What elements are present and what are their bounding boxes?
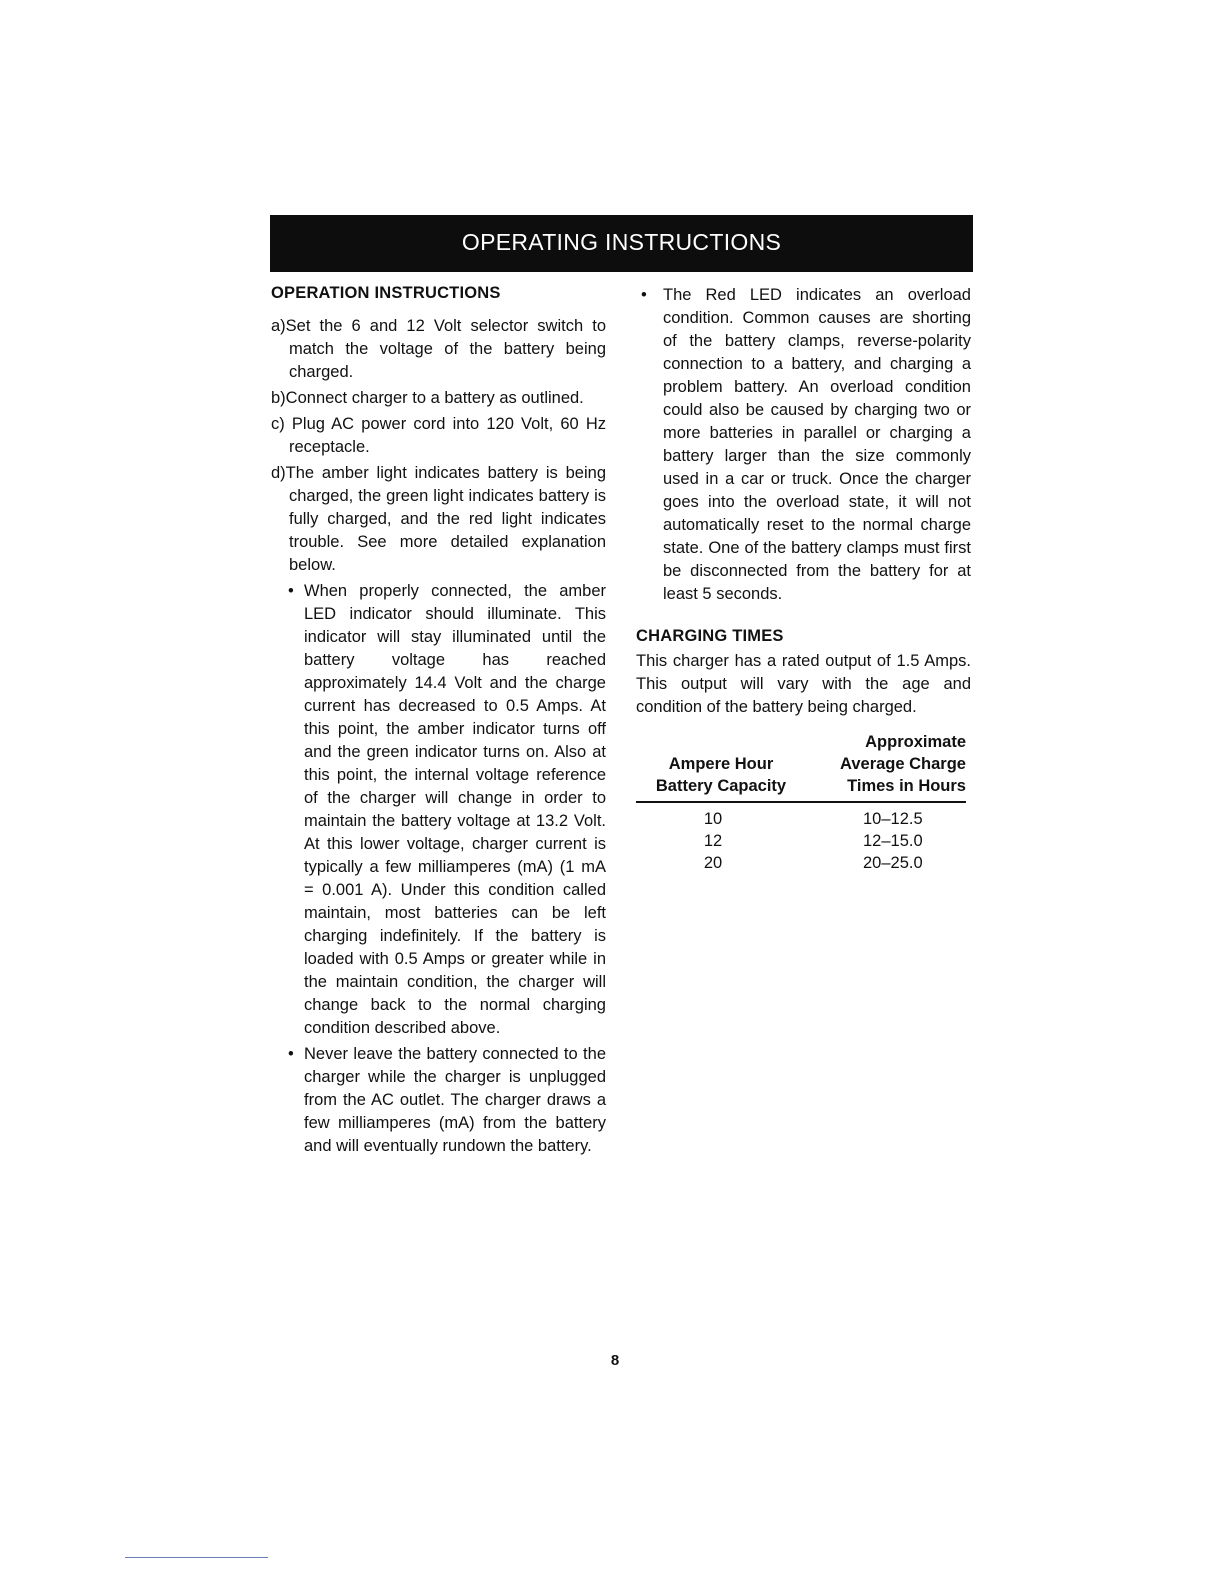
table-row [636, 852, 966, 874]
charging-times-table [636, 731, 966, 874]
section-banner [270, 215, 973, 272]
charging-times-heading: CHARGING TIMES [636, 627, 784, 645]
table-row [636, 802, 966, 830]
bullet-item-red-led [641, 284, 971, 606]
step-b: b)Connect charger to a battery as outlined. [271, 389, 584, 407]
bullet-item-amber-led [288, 580, 606, 1040]
section-title: OPERATING INSTRUCTIONS [461, 229, 782, 255]
footer-divider [125, 1557, 268, 1558]
charging-times-text: This charger has a rated output of 1.5 Amps. This output will vary with the age and condition of the battery being charged. [636, 652, 971, 716]
right-column [636, 284, 971, 874]
page-number: 8 [610, 1352, 620, 1369]
operation-instructions-heading: OPERATION INSTRUCTIONS [271, 284, 501, 302]
step-a: a)Set the 6 and 12 Volt selector switch to match the voltage of the battery being charged. [271, 317, 606, 381]
capacity-header-line2: Battery Capacity [636, 775, 806, 802]
left-column [271, 282, 606, 1161]
bullet-icon: • [288, 582, 294, 600]
hours-header-line1: Approximate [865, 733, 966, 751]
capacity-cell: 12 [703, 832, 723, 850]
hours-header-line3: Times in Hours [806, 775, 966, 802]
capacity-cell: 10 [703, 810, 723, 828]
table-row [636, 830, 966, 852]
bullet-text: The Red LED indicates an overload condition. Common causes are shorting of the battery clamps, reverse-polarity connection to a battery, and charging a problem battery. An overload condition could also be caused by charging two or more batteries in parallel or charging a battery larger than the size commonly used in a car or truck. Once the charger goes into the overload state, it will not automatically reset to the normal charge state. One of the battery clamps must first be disconnected from the battery for at least 5 seconds. [663, 286, 971, 603]
bullet-item-never-leave [288, 1043, 606, 1158]
bullet-text: Never leave the battery connected to the charger while the charger is unplugged from the AC outlet. The charger draws a few milliamperes (mA) from the battery and will eventually rundown the battery. [304, 1045, 606, 1155]
bullet-icon: • [288, 1045, 294, 1063]
hours-header-line2: Average Charge [840, 755, 966, 773]
hours-cell: 20–25.0 [863, 854, 923, 872]
capacity-cell: 20 [703, 854, 723, 872]
bullet-text: When properly connected, the amber LED indicator should illuminate. This indicator will stay illuminated until the battery voltage has reached approximately 14.4 Volt and the charge current has decreased to 0.5 Amps. At this point, the amber indicator turns off and the green indicator turns on. Also at this point, the internal voltage reference of the charger will change in order to maintain the battery voltage at 13.2 Volt. At this lower voltage, charger current is typically a few milliamperes (mA) (1 mA = 0.001 A). Under this condition called maintain, most batteries can be left charging indefinitely. If the battery is loaded with 0.5 Amps or greater while in the maintain condition, the charger will change back to the normal charging condition described above. [304, 582, 606, 1037]
bullet-icon: • [641, 286, 647, 304]
step-c: c) Plug AC power cord into 120 Volt, 60 Hz receptacle. [271, 415, 606, 456]
capacity-header-line1: Ampere Hour [668, 755, 774, 773]
indicator-bullet-list [288, 580, 606, 1158]
hours-cell: 12–15.0 [863, 832, 923, 850]
hours-cell: 10–12.5 [863, 810, 923, 828]
step-d: d)The amber light indicates battery is being charged, the green light indicates battery is fully charged, and the red light indicates trouble. See more detailed explanation below. [271, 464, 606, 574]
